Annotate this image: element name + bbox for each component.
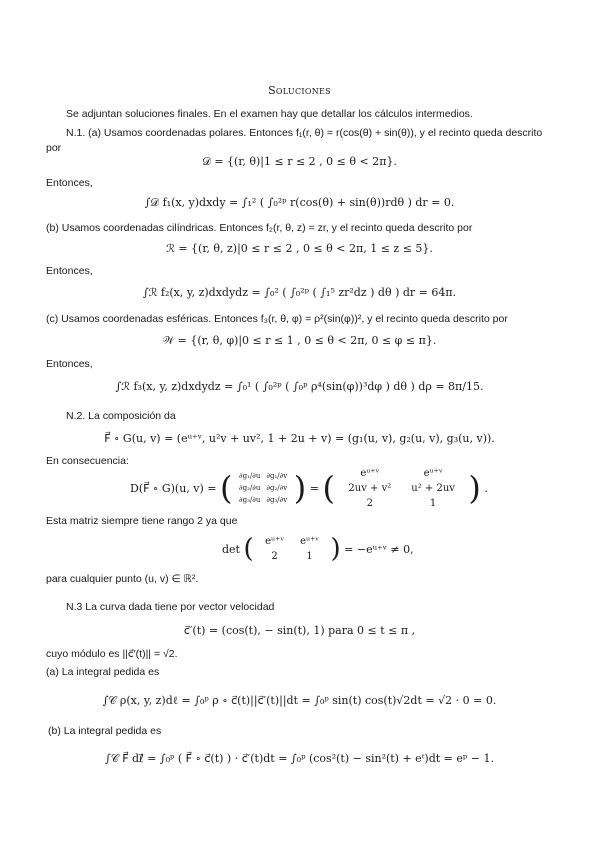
n3-a-label: (a) La integral pedida es	[46, 666, 160, 678]
equation-integral-3: ∫ℛ f₃(x, y, z)dxdydz = ∫₀¹ ( ∫₀²ᵖ ( ∫₀ᵖ ρ⁴(sin(φ))³dφ ) dθ ) dρ = 8π/15.	[115, 380, 484, 393]
jacobian-equation	[130, 464, 488, 516]
paren-left-icon: (	[322, 469, 335, 507]
jacobian-left: D(F⃗ ∘ G)(u, v) =	[130, 481, 217, 495]
paren-left-icon: (	[243, 534, 254, 564]
equation-n3-b: ∫𝒞 F⃗ dℓ⃗ = ∫₀ᵖ ( F⃗ ∘ c⃗(t) ) · c⃗′(t)dt = ∫₀ᵖ (cos²(t) − sin²(t) + eᵗ)dt = eᵖ − 1.	[104, 752, 494, 765]
entonces-text-3: Entonces,	[46, 358, 93, 370]
n3-b-label: (b) La integral pedida es	[48, 725, 162, 737]
n1-a-text-line2: por	[46, 142, 62, 154]
det-label: det	[222, 542, 240, 556]
det-matrix	[257, 534, 327, 564]
equation-composition: F⃗ ∘ G(u, v) = (eᵘ⁺ᵛ, u²v + uv², 1 + 2u + v) = (g₁(u, v), g₂(u, v), g₃(u, v)).	[104, 432, 495, 445]
rango-text: Esta matriz siempre tiene rango 2 ya que	[46, 515, 238, 527]
equation-domain-r: ℛ = {(r, θ, z)|0 ≤ r ≤ 2 , 0 ≤ θ < 2π, 1 ≤ z ≤ 5}.	[166, 242, 433, 255]
partial-g2v: ∂g₂/∂v	[266, 484, 288, 492]
n1-c-text: (c) Usamos coordenadas esféricas. Entonces f₃(r, θ, φ) = ρ²(sin(φ))², y el recinto queda descrito por	[46, 313, 508, 325]
det-11: eᵘ⁺ᵛ	[265, 536, 285, 547]
entonces-text-2: Entonces,	[46, 265, 93, 277]
n2-text: N.2. La composición da	[66, 410, 176, 422]
n1-a-text-line1: N.1. (a) Usamos coordenadas polares. Entonces f₁(r, θ) = r(cos(θ) + sin(θ)), y el recinto queda descrito	[66, 127, 543, 139]
entonces-text-1: Entonces,	[46, 177, 93, 189]
jacobian-matrix	[338, 466, 465, 511]
paren-right-icon: )	[468, 469, 481, 507]
equation-n3-a: ∫𝒞 ρ(x, y, z)dℓ = ∫₀ᵖ ρ ∘ c⃗(t)||c⃗′(t)||dt = ∫₀ᵖ sin(t) cos(t)√2dt = √2 · 0 = 0.	[102, 694, 497, 707]
paren-right-icon: )	[330, 534, 341, 564]
partial-g1v: ∂g₁/∂v	[266, 472, 288, 480]
jac-22: u² + 2uv	[411, 482, 455, 494]
partial-g3u: ∂g₃/∂u	[238, 496, 261, 504]
partial-g1u: ∂g₁/∂u	[238, 472, 261, 480]
determinant-equation	[222, 530, 414, 570]
equals-sign: =	[309, 481, 319, 495]
para-text: para cualquier punto (u, v) ∈ ℝ².	[46, 573, 199, 585]
paren-right-icon: )	[293, 469, 307, 507]
n1-b-text: (b) Usamos coordenadas cilíndricas. Entonces f₂(r, θ, z) = zr, y el recinto queda descrito por	[46, 222, 473, 234]
equation-domain-w: 𝒲 = {(r, θ, φ)|0 ≤ r ≤ 1 , 0 ≤ θ < 2π, 0 ≤ φ ≤ π}.	[162, 334, 437, 347]
n3-text: N.3 La curva dada tiene por vector velocidad	[66, 601, 275, 613]
jac-21: 2uv + v²	[348, 482, 392, 494]
jac-32: 1	[429, 497, 437, 509]
partial-g2u: ∂g₂/∂u	[238, 484, 261, 492]
page-title: Soluciones	[268, 84, 331, 97]
det-21: 2	[271, 551, 278, 562]
jac-31: 2	[366, 497, 374, 509]
det-22: 1	[306, 551, 313, 562]
jac-11: eᵘ⁺ᵛ	[360, 467, 380, 479]
equation-velocity: c⃗′(t) = (cos(t), − sin(t), 1) para 0 ≤ t ≤ π ,	[183, 624, 416, 637]
equation-domain-d: 𝒟 = {(r, θ)|1 ≤ r ≤ 2 , 0 ≤ θ < 2π}.	[202, 155, 397, 168]
period-sign: .	[484, 481, 488, 495]
intro-text: Se adjuntan soluciones finales. En el examen hay que detallar los cálculos intermedios.	[66, 108, 473, 120]
det-12: eᵘ⁺ᵛ	[300, 536, 319, 547]
equation-integral-1: ∫𝒟 f₁(x, y)dxdy = ∫₁² ( ∫₀²ᵖ r(cos(θ) + sin(θ))rdθ ) dr = 0.	[144, 196, 455, 209]
modulo-text: cuyo módulo es ||c⃗′(t)|| = √2.	[46, 648, 178, 660]
equation-integral-2: ∫ℛ f₂(x, y, z)dxdydz = ∫₀² ( ∫₀²ᵖ ( ∫₁⁵ zr²dz ) dθ ) dr = 64π.	[142, 286, 457, 299]
partial-g3v: ∂g₃/∂v	[266, 496, 288, 504]
partials-matrix	[236, 470, 290, 506]
det-result: = −eᵘ⁺ᵛ ≠ 0,	[344, 542, 414, 556]
paren-left-icon: (	[220, 469, 233, 507]
consecuencia-text: En consecuencia:	[46, 455, 129, 467]
jac-12: eᵘ⁺ᵛ	[423, 467, 443, 479]
